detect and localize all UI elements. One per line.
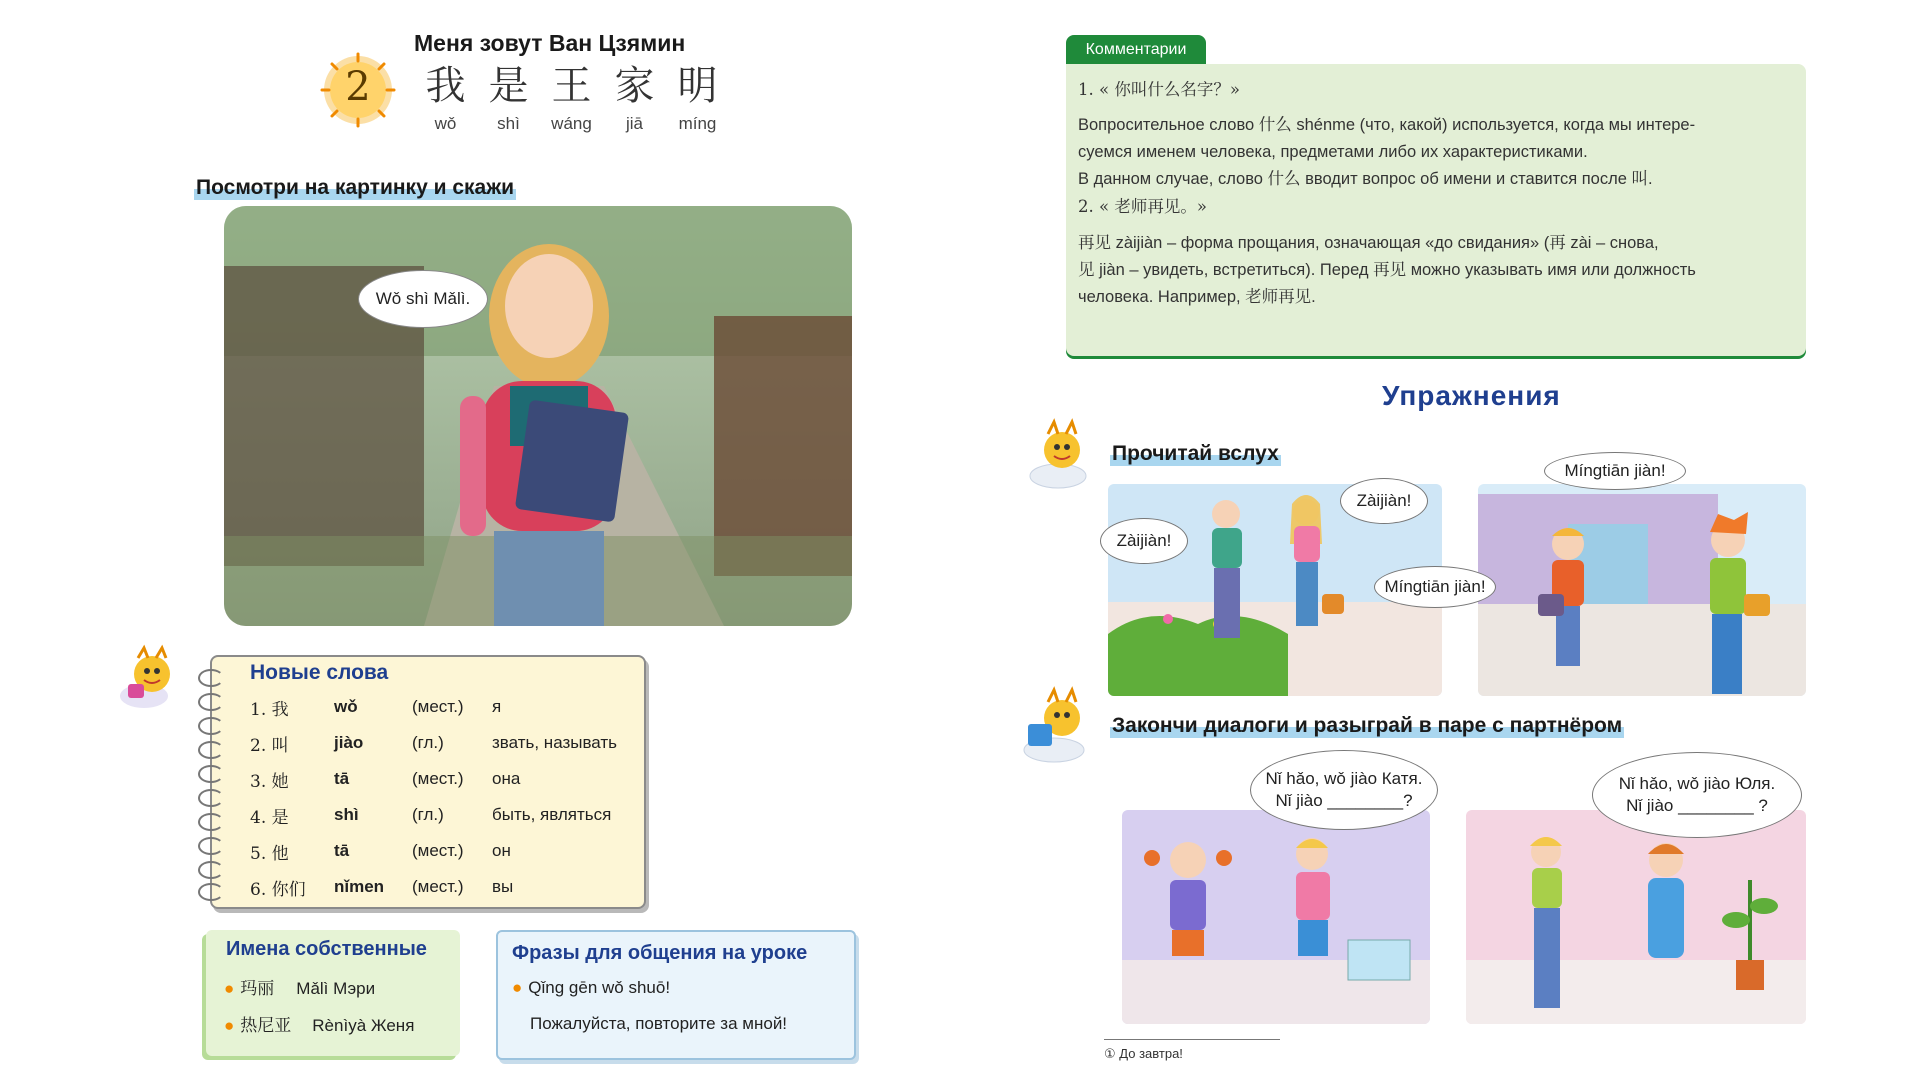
spiral-ring (198, 693, 224, 711)
proper-name-text: Mǎlì Мэри (296, 979, 376, 998)
class-phrase (512, 978, 670, 998)
vocab-meaning: я (492, 697, 502, 716)
commentary-line: 见 jiàn – увидеть, встретиться). Перед 再见 можно указывать имя или должность (1078, 261, 1696, 279)
dialogue-line: Nǐ hǎo, wǒ jiào Катя. (1265, 769, 1423, 788)
spiral-ring (198, 765, 224, 783)
proper-names-title: Имена собственные (226, 938, 427, 960)
read-aloud-panel-school (1478, 484, 1806, 696)
hanzi-pinyin: míng (678, 114, 717, 133)
speech-bubble-mingtian-2: Míngtiān jiàn! (1544, 452, 1686, 490)
proper-name-item (224, 1011, 414, 1036)
commentary-line: суемся именем человека, предметами либо их характеристиками. (1078, 143, 1588, 161)
hanzi-cell (477, 62, 540, 134)
read-aloud-heading: Прочитай вслух (1112, 442, 1279, 465)
vocab-row (250, 836, 511, 866)
vocab-row (250, 728, 617, 758)
dialogue-panel-2 (1466, 810, 1806, 1024)
vocab-pinyin: shì (334, 805, 359, 824)
footnote-mark: ① (1104, 1046, 1116, 1061)
hanzi-pinyin: shì (497, 114, 520, 133)
vocab-hanzi: 2. 叫 (250, 735, 289, 756)
vocab-hanzi: 4. 是 (250, 807, 289, 828)
commentary-line: 2. « 老师再见。» (1078, 197, 1207, 216)
speech-bubble-girl: Wǒ shì Mǎlì. (358, 270, 488, 328)
vocab-pinyin: jiào (334, 733, 364, 752)
commentary-line: человека. Например, 老师再见. (1078, 288, 1316, 306)
vocab-pos: (гл.) (412, 805, 444, 824)
class-phrase-translation: Пожалуйста, повторите за мной! (530, 1014, 788, 1033)
hanzi-char: 王 (551, 63, 592, 109)
commentary-box (1066, 64, 1806, 356)
exercises-title: Упражнения (1382, 380, 1561, 411)
lesson-hanzi-row (414, 62, 729, 134)
speech-bubble-zaijian-1: Zàijiàn! (1100, 518, 1188, 564)
bullet-icon: ● (512, 978, 523, 997)
vocab-meaning: она (492, 769, 521, 788)
spiral-ring (198, 861, 224, 879)
hanzi-pinyin: wǒ (434, 114, 457, 133)
dialogue-panel-1 (1122, 810, 1430, 1024)
footnote-divider (1104, 1039, 1280, 1040)
new-words-notebook (210, 655, 646, 909)
lesson-number-badge (320, 52, 396, 128)
vocab-meaning: вы (492, 877, 514, 896)
vocab-hanzi: 3. 她 (250, 771, 289, 792)
spiral-ring (198, 883, 224, 901)
girl-photo (224, 206, 852, 626)
spiral-ring (198, 717, 224, 735)
class-phrase-pinyin: Qǐng gēn wǒ shuō! (528, 978, 671, 997)
footnote-text: До завтра! (1119, 1046, 1183, 1061)
dialogue-line: Nǐ jiào ________? (1275, 791, 1413, 810)
look-and-say-heading: Посмотри на картинку и скажи (196, 176, 514, 199)
vocab-pinyin: wǒ (334, 697, 358, 716)
proper-name-hanzi: 热尼亚 (240, 1016, 292, 1036)
commentary-line: 1. « 你叫什么名字？» (1078, 80, 1240, 99)
commentary-tab: Комментарии (1066, 35, 1206, 65)
class-phrases-title: Фразы для общения на уроке (512, 942, 808, 964)
vocab-meaning: звать, называть (492, 733, 618, 752)
vocab-hanzi: 6. 你们 (250, 879, 306, 900)
hanzi-char: 家 (614, 63, 655, 109)
finish-dialogues-heading: Закончи диалоги и разыграй в паре с партнёром (1112, 714, 1623, 737)
vocab-row (250, 764, 520, 794)
new-words-title: Новые слова (250, 661, 389, 684)
vocab-pos: (мест.) (412, 877, 464, 896)
lesson-title: Меня зовут Ван Цзямин (414, 30, 686, 56)
dragon-mascot-icon (1026, 416, 1096, 490)
dragon-reading-mascot-icon (1018, 684, 1100, 764)
hanzi-cell (666, 62, 729, 134)
footnote (1104, 1046, 1183, 1062)
hanzi-cell (540, 62, 603, 134)
hanzi-pinyin: jiā (625, 114, 643, 133)
hanzi-char: 我 (425, 63, 466, 109)
hanzi-char: 明 (677, 63, 718, 109)
lesson-number: 2 (345, 64, 371, 110)
vocab-hanzi: 1. 我 (250, 699, 289, 720)
commentary-line: 再见 zàijiàn – форма прощания, означающая «до свидания» (再 zài – снова, (1078, 234, 1659, 252)
vocab-row (250, 800, 611, 830)
proper-name-text: Rènìyà Женя (312, 1016, 415, 1035)
vocab-pos: (мест.) (412, 769, 464, 788)
hanzi-char: 是 (488, 63, 529, 109)
spiral-ring (198, 837, 224, 855)
bullet-icon: ● (224, 979, 235, 998)
spiral-ring (198, 669, 224, 687)
dragon-mascot-icon (114, 644, 188, 714)
spiral-ring (198, 789, 224, 807)
vocab-pos: (гл.) (412, 733, 444, 752)
proper-name-hanzi: 玛丽 (240, 979, 275, 999)
proper-names-box (206, 930, 460, 1056)
proper-name-item (224, 974, 375, 999)
hanzi-pinyin: wáng (551, 114, 592, 133)
dialogue-line: Nǐ jiào ________ ? (1626, 796, 1768, 815)
dialogue-line: Nǐ hǎo, wǒ jiào Юля. (1618, 774, 1776, 793)
bullet-icon: ● (224, 1016, 235, 1035)
vocab-meaning: он (492, 841, 511, 860)
vocab-meaning: быть, являться (492, 805, 612, 824)
commentary-line: В данном случае, слово 什么 вводит вопрос об имени и ставится после 叫. (1078, 170, 1653, 188)
vocab-pinyin: nǐmen (334, 877, 385, 896)
vocab-pinyin: tā (334, 769, 350, 788)
vocab-pos: (мест.) (412, 841, 464, 860)
hanzi-cell (414, 62, 477, 134)
hanzi-cell (603, 62, 666, 134)
spiral-ring (198, 813, 224, 831)
dialogue-bubble-1 (1250, 750, 1438, 830)
vocab-hanzi: 5. 他 (250, 843, 289, 864)
vocab-pos: (мест.) (412, 697, 464, 716)
speech-bubble-zaijian-2: Zàijiàn! (1340, 478, 1428, 524)
vocab-row (250, 692, 501, 722)
speech-bubble-mingtian-1: Míngtiān jiàn! (1374, 566, 1496, 608)
vocab-row (250, 872, 513, 902)
vocab-pinyin: tā (334, 841, 350, 860)
commentary-line: Вопросительное слово 什么 shénme (что, какой) используется, когда мы интере- (1078, 116, 1696, 134)
dialogue-bubble-2 (1592, 752, 1802, 838)
class-phrases-box (496, 930, 856, 1060)
spiral-ring (198, 741, 224, 759)
